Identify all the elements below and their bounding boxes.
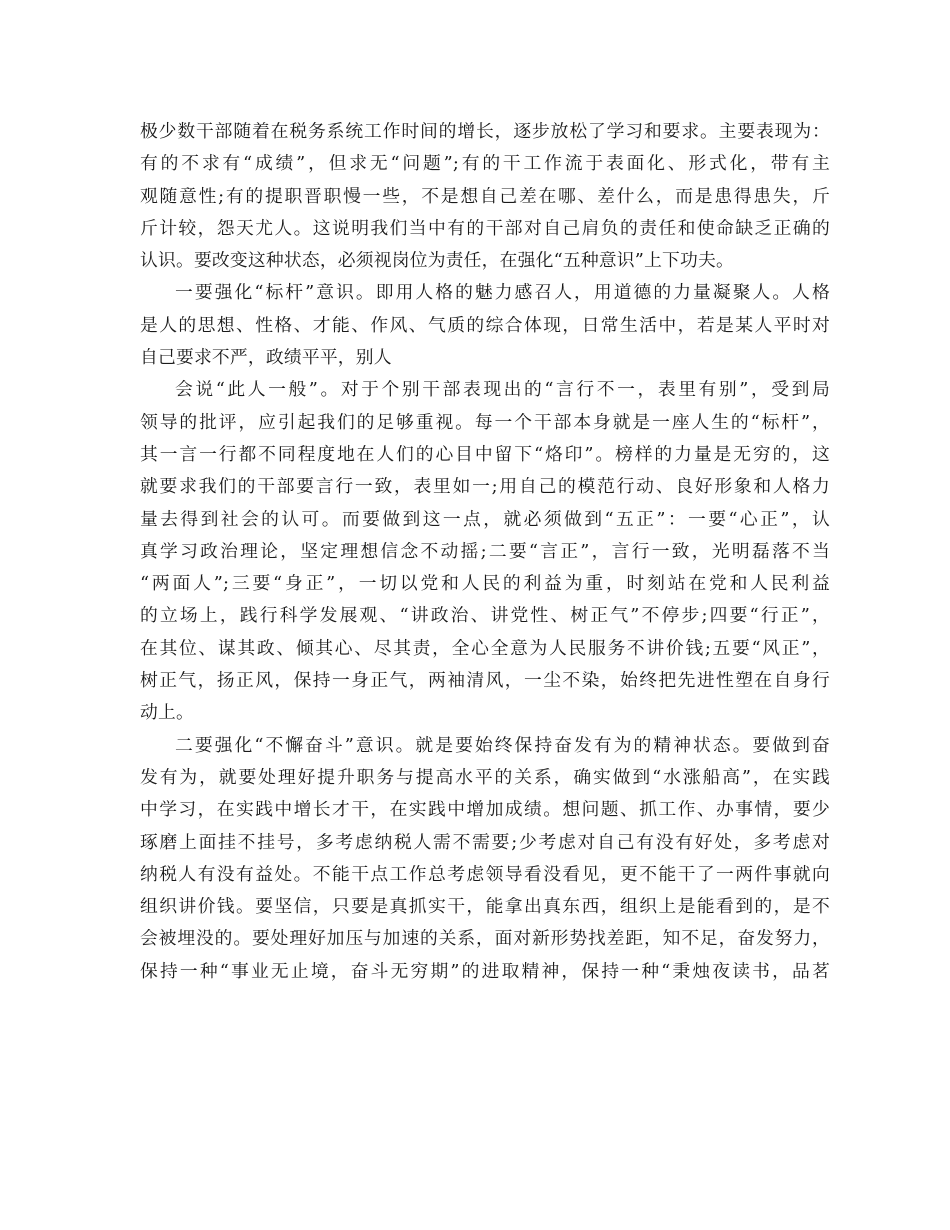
paragraph: [140, 730, 830, 988]
text-line: 在其位、谋其政、倾其心、尽其责，全心全意为人民服务不讲价钱;五要“风正”，: [140, 637, 830, 659]
text-line: 二要强化“不懈奋斗”意识。就是要始终保持奋发有为的精神状态。要做到奋: [175, 734, 830, 756]
text-line: 树正气，扬正风，保持一身正气，两袖清风，一尘不染，始终把先进性塑在自身行: [140, 670, 830, 692]
paragraph: [140, 277, 830, 374]
text-line: 就要求我们的干部要言行一致，表里如一;用自己的模范行动、良好形象和人格力: [140, 476, 830, 498]
text-line: 自己要求不严，政绩平平，别人: [140, 347, 392, 369]
text-line: 组织讲价钱。要坚信，只要是真抓实干，能拿出真东西，组织上是能看到的，是不: [140, 896, 830, 918]
text-line: 领导的批评，应引起我们的足够重视。每一个干部本身就是一座人生的“标杆”，: [140, 411, 830, 433]
text-line: 其一言一行都不同程度地在人们的心目中留下“烙印”。榜样的力量是无穷的，这: [140, 443, 830, 465]
text-line: 发有为，就要处理好提升职务与提高水平的关系，确实做到“水涨船高”，在实践: [140, 766, 830, 788]
text-line: 真学习政治理论，坚定理想信念不动摇;二要“言正”，言行一致，光明磊落不当: [140, 540, 830, 562]
text-line: 动上。: [140, 702, 194, 724]
text-line: 琢磨上面挂不挂号，多考虑纳税人需不需要;少考虑对自己有没有好处，多考虑对: [140, 831, 830, 853]
text-line: 极少数干部随着在税务系统工作时间的增长，逐步放松了学习和要求。主要表现为：: [140, 121, 830, 142]
text-line: 是人的思想、性格、才能、作风、气质的综合体现，日常生活中，若是某人平时对: [140, 314, 830, 336]
text-line: 观随意性;有的提职晋职慢一些，不是想自己差在哪、差什么，而是患得患失，斤: [140, 185, 830, 207]
paragraph: [140, 116, 830, 277]
text-line: 中学习，在实践中增长才干，在实践中增加成绩。想问题、抓工作、办事情，要少: [140, 799, 830, 821]
text-line: 的立场上，践行科学发展观、“讲政治、讲党性、树正气”不停步;四要“行正”，: [140, 605, 830, 627]
text-line: “两面人”;三要“身正”，一切以党和人民的利益为重，时刻站在党和人民利益: [140, 573, 830, 595]
text-line: 保持一种“事业无止境，奋斗无穷期”的进取精神，保持一种“秉烛夜读书，品茗: [140, 960, 830, 982]
text-line: 有的不求有“成绩”，但求无“问题”;有的干工作流于表面化、形式化，带有主: [140, 153, 830, 175]
text-line: 斤计较，怨天尤人。这说明我们当中有的干部对自己肩负的责任和使命缺乏正确的: [140, 217, 830, 239]
document-body: [140, 116, 830, 988]
text-line: 量去得到社会的认可。而要做到这一点，就必须做到“五正”：一要“心正”，认: [140, 508, 830, 530]
paragraph: [140, 374, 830, 729]
text-line: 会说“此人一般”。对于个别干部表现出的“言行不一，表里有别”，受到局: [175, 379, 830, 401]
text-line: 一要强化“标杆”意识。即用人格的魅力感召人，用道德的力量凝聚人。人格: [175, 282, 830, 304]
text-line: 纳税人有没有益处。不能干点工作总考虑领导看没看见，更不能干了一两件事就向: [140, 863, 830, 885]
text-line: 认识。要改变这种状态，必须视岗位为责任，在强化“五种意识”上下功夫。: [140, 250, 734, 272]
text-line: 会被埋没的。要处理好加压与加速的关系，面对新形势找差距，知不足，奋发努力，: [140, 928, 830, 950]
